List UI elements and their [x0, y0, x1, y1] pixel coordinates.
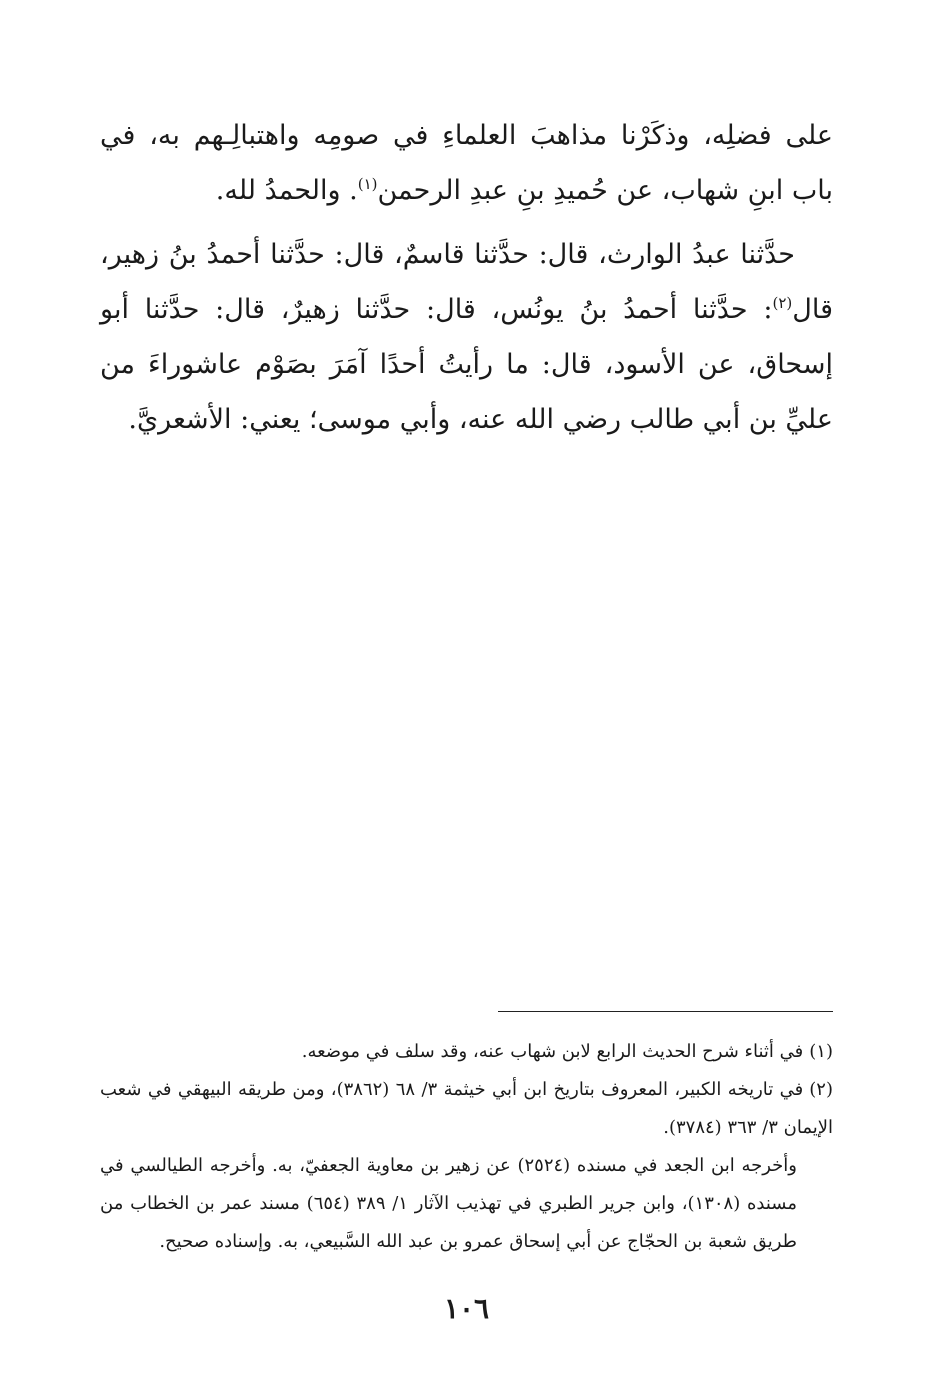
footnote-separator [498, 1011, 833, 1012]
footnotes [100, 1033, 833, 1261]
paragraph-1-text: على فضلِه، وذكَرْنا مذاهبَ العلماءِ في صومِه واهتبالِـهم به، في باب ابنِ شهاب، عن حُميدِ بنِ عبدِ الرحمن [100, 120, 833, 206]
paragraph-2 [100, 227, 833, 447]
paragraph-2-text: حدَّثنا عبدُ الوارث، قال: حدَّثنا قاسمٌ، قال: حدَّثنا أحمدُ بنُ زهير، قال [100, 239, 833, 325]
footnote-1-text: في أثناء شرح الحديث الرابع لابن شهاب عنه، وقد سلف في موضعه. [301, 1041, 804, 1062]
paragraph-2-tail: : حدَّثنا أحمدُ بنُ يونُس، قال: حدَّثنا زهيرٌ، قال: حدَّثنا أبو إسحاق، عن الأسود، قال: ما رأيتُ أحدًا آمَرَ بصَوْم عاشوراءَ من عليِّ بن أبي طالب رضي الله عنه، وأبي موسى؛ يعني: الأشعريَّ. [100, 294, 833, 435]
footnote-1 [100, 1033, 833, 1071]
footnote-2-continuation: وأخرجه ابن الجعد في مسنده (٢٥٢٤) عن زهير بن معاوية الجعفيّ، به. وأخرجه الطيالسي في مسنده (١٣٠٨)، وابن جرير الطبري في تهذيب الآثار ١/ ٣٨٩ (٦٥٤) مسند عمر بن الخطاب من طريق شعبة بن الحجّاج عن أبي إسحاق عمرو بن عبد الله السَّبيعي، به. وإسناده صحيح. [100, 1155, 797, 1252]
footnote-2-text: في تاريخه الكبير، المعروف بتاريخ ابن أبي خيثمة ٣/ ٦٨ (٣٨٦٢)، ومن طريقه البيهقي في شعب الإيمان ٣/ ٣٦٣ (٣٧٨٤). [100, 1079, 833, 1138]
footnote-ref-2: (٢) [772, 294, 793, 312]
footnote-2 [100, 1071, 833, 1147]
main-text [100, 108, 833, 447]
footnote-ref-1: (١) [357, 175, 378, 193]
paragraph-1 [100, 108, 833, 218]
paragraph-1-tail: . والحمدُ لله. [215, 175, 358, 206]
page-number: ١٠٦ [443, 1292, 490, 1325]
footnote-2-number: (٢) [809, 1079, 833, 1100]
footnote-1-number: (١) [809, 1041, 833, 1062]
